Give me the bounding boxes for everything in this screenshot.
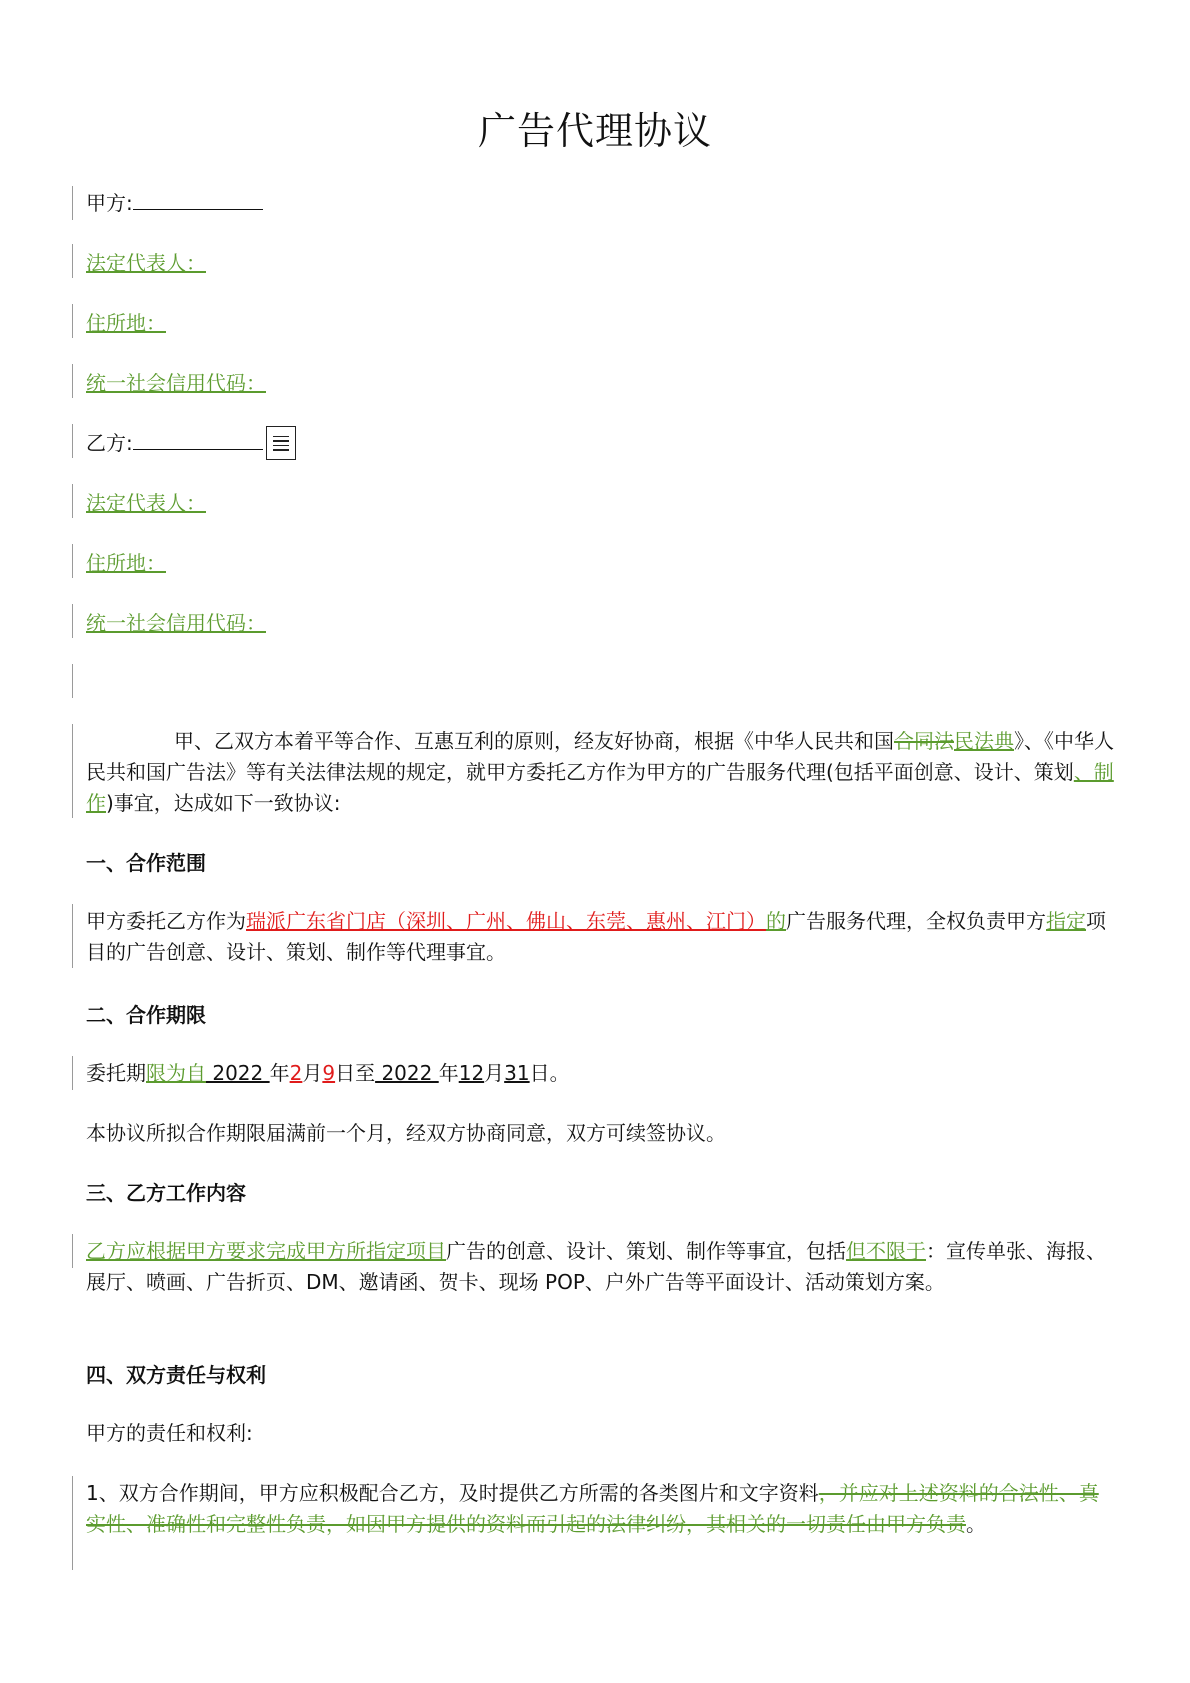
text: ：宣传单张、海报、展厅、喷画、广告折页、DM、邀请函、贺卡、现场 POP、户外广告等平面设计、活动策划方案。 — [86, 1239, 1106, 1294]
inserted-text: 乙方应根据甲方要求完成甲方所指定项目 — [86, 1239, 446, 1263]
party-a-blank[interactable] — [133, 189, 263, 210]
change-bar — [72, 364, 73, 398]
start-day: 9 — [322, 1061, 336, 1085]
party-a-label: 甲方: — [86, 191, 133, 215]
inserted-text: 住所地： — [86, 551, 166, 575]
inserted-text: 法定代表人： — [86, 251, 206, 275]
change-bar — [72, 1056, 73, 1090]
section-1-paragraph — [86, 906, 1116, 968]
section-2-term — [86, 1058, 1116, 1089]
text: 年 — [269, 1061, 290, 1085]
change-bar — [72, 1476, 73, 1570]
change-bar — [72, 186, 73, 220]
start-year: 2022 — [206, 1061, 270, 1085]
change-bar — [72, 664, 73, 698]
party-b-credit-code — [86, 608, 1116, 639]
change-bar — [72, 604, 73, 638]
change-bar — [72, 1234, 73, 1268]
inserted-text: 统一社会信用代码： — [86, 371, 266, 395]
deleted-text: 合同法 — [894, 729, 954, 753]
inserted-text: 但不限于 — [846, 1239, 926, 1263]
change-bar — [72, 304, 73, 338]
party-a-address — [86, 308, 1116, 339]
change-bar — [72, 544, 73, 578]
start-month: 2 — [289, 1061, 303, 1085]
party-b-address — [86, 548, 1116, 579]
party-b-legal-rep — [86, 488, 1116, 519]
inserted-text: 限为自 — [146, 1061, 206, 1085]
text: 日至 — [335, 1061, 376, 1085]
party-b-line — [86, 428, 1116, 459]
change-bar — [72, 244, 73, 278]
text: 。 — [966, 1512, 986, 1536]
inserted-text: 的 — [766, 909, 786, 933]
party-a-line — [86, 188, 1116, 219]
text: 年 — [438, 1061, 459, 1085]
inserted-text: 法定代表人： — [86, 491, 206, 515]
document-title: 广告代理协议 — [477, 109, 712, 153]
text: 1、双方合作期间，甲方应积极配合乙方，及时提供乙方所需的各类图片和文字资料 — [86, 1481, 819, 1505]
text: 月 — [302, 1061, 323, 1085]
text: )事宜，达成如下一致协议: — [106, 791, 341, 815]
text: 甲、乙双方本着平等合作、互惠互利的原则，经友好协商，根据《中华人民共和国 — [174, 729, 894, 753]
text: 广告服务代理，全权负责甲方 — [786, 909, 1046, 933]
section-1-heading: 一、合作范围 — [86, 851, 206, 875]
change-bar — [72, 904, 73, 968]
highlighted-text: 瑞派广东省门店（深圳、广州、佛山、东莞、惠州、江门） — [246, 909, 766, 933]
text: 广告的创意、设计、策划、制作等事宜，包括 — [446, 1239, 846, 1263]
section-3-heading: 三、乙方工作内容 — [86, 1181, 246, 1205]
deleted-text: ，并应对上述资料的合法性、真实性、准确性和完整性负责，如因甲方提供的资料而引起的法律纠纷，其相关的一切责任由甲方负责 — [86, 1481, 1099, 1536]
section-4-item-1 — [86, 1478, 1116, 1540]
section-4-subheading: 甲方的责任和权利: — [86, 1421, 253, 1445]
inserted-text: 住所地： — [86, 311, 166, 335]
party-b-label: 乙方: — [86, 431, 133, 455]
change-bar — [72, 724, 73, 818]
end-day: 31 — [504, 1061, 530, 1085]
inserted-text: 民法典 — [954, 729, 1014, 753]
inserted-text: 、制作 — [86, 760, 1114, 815]
party-a-legal-rep — [86, 248, 1116, 279]
text: 月 — [484, 1061, 505, 1085]
text: 项目的广告创意、设计、策划、制作等代理事宜。 — [86, 909, 1106, 964]
party-b-blank[interactable] — [133, 429, 263, 450]
text: 委托期 — [86, 1061, 146, 1085]
inserted-text: 指定 — [1046, 909, 1086, 933]
text: 》、《中华人民共和国广告法》等有关法律法规的规定，就甲方委托乙方作为甲方的广告服务代理(包括平面创意、设计、策划 — [86, 729, 1114, 784]
end-year: 2022 — [375, 1061, 439, 1085]
inserted-text: 统一社会信用代码： — [86, 611, 266, 635]
party-a-credit-code — [86, 368, 1116, 399]
section-2-heading: 二、合作期限 — [86, 1003, 206, 1027]
paragraph-layout-icon[interactable] — [266, 426, 296, 460]
text: 日。 — [529, 1061, 570, 1085]
preamble-paragraph — [86, 726, 1116, 819]
change-bar — [72, 484, 73, 518]
section-2-renewal: 本协议所拟合作期限届满前一个月，经双方协商同意，双方可续签协议。 — [86, 1121, 726, 1145]
end-month: 12 — [458, 1061, 485, 1085]
section-4-heading: 四、双方责任与权利 — [86, 1363, 266, 1387]
change-bar — [72, 424, 73, 458]
text: 甲方委托乙方作为 — [86, 909, 246, 933]
section-3-paragraph — [86, 1236, 1116, 1298]
